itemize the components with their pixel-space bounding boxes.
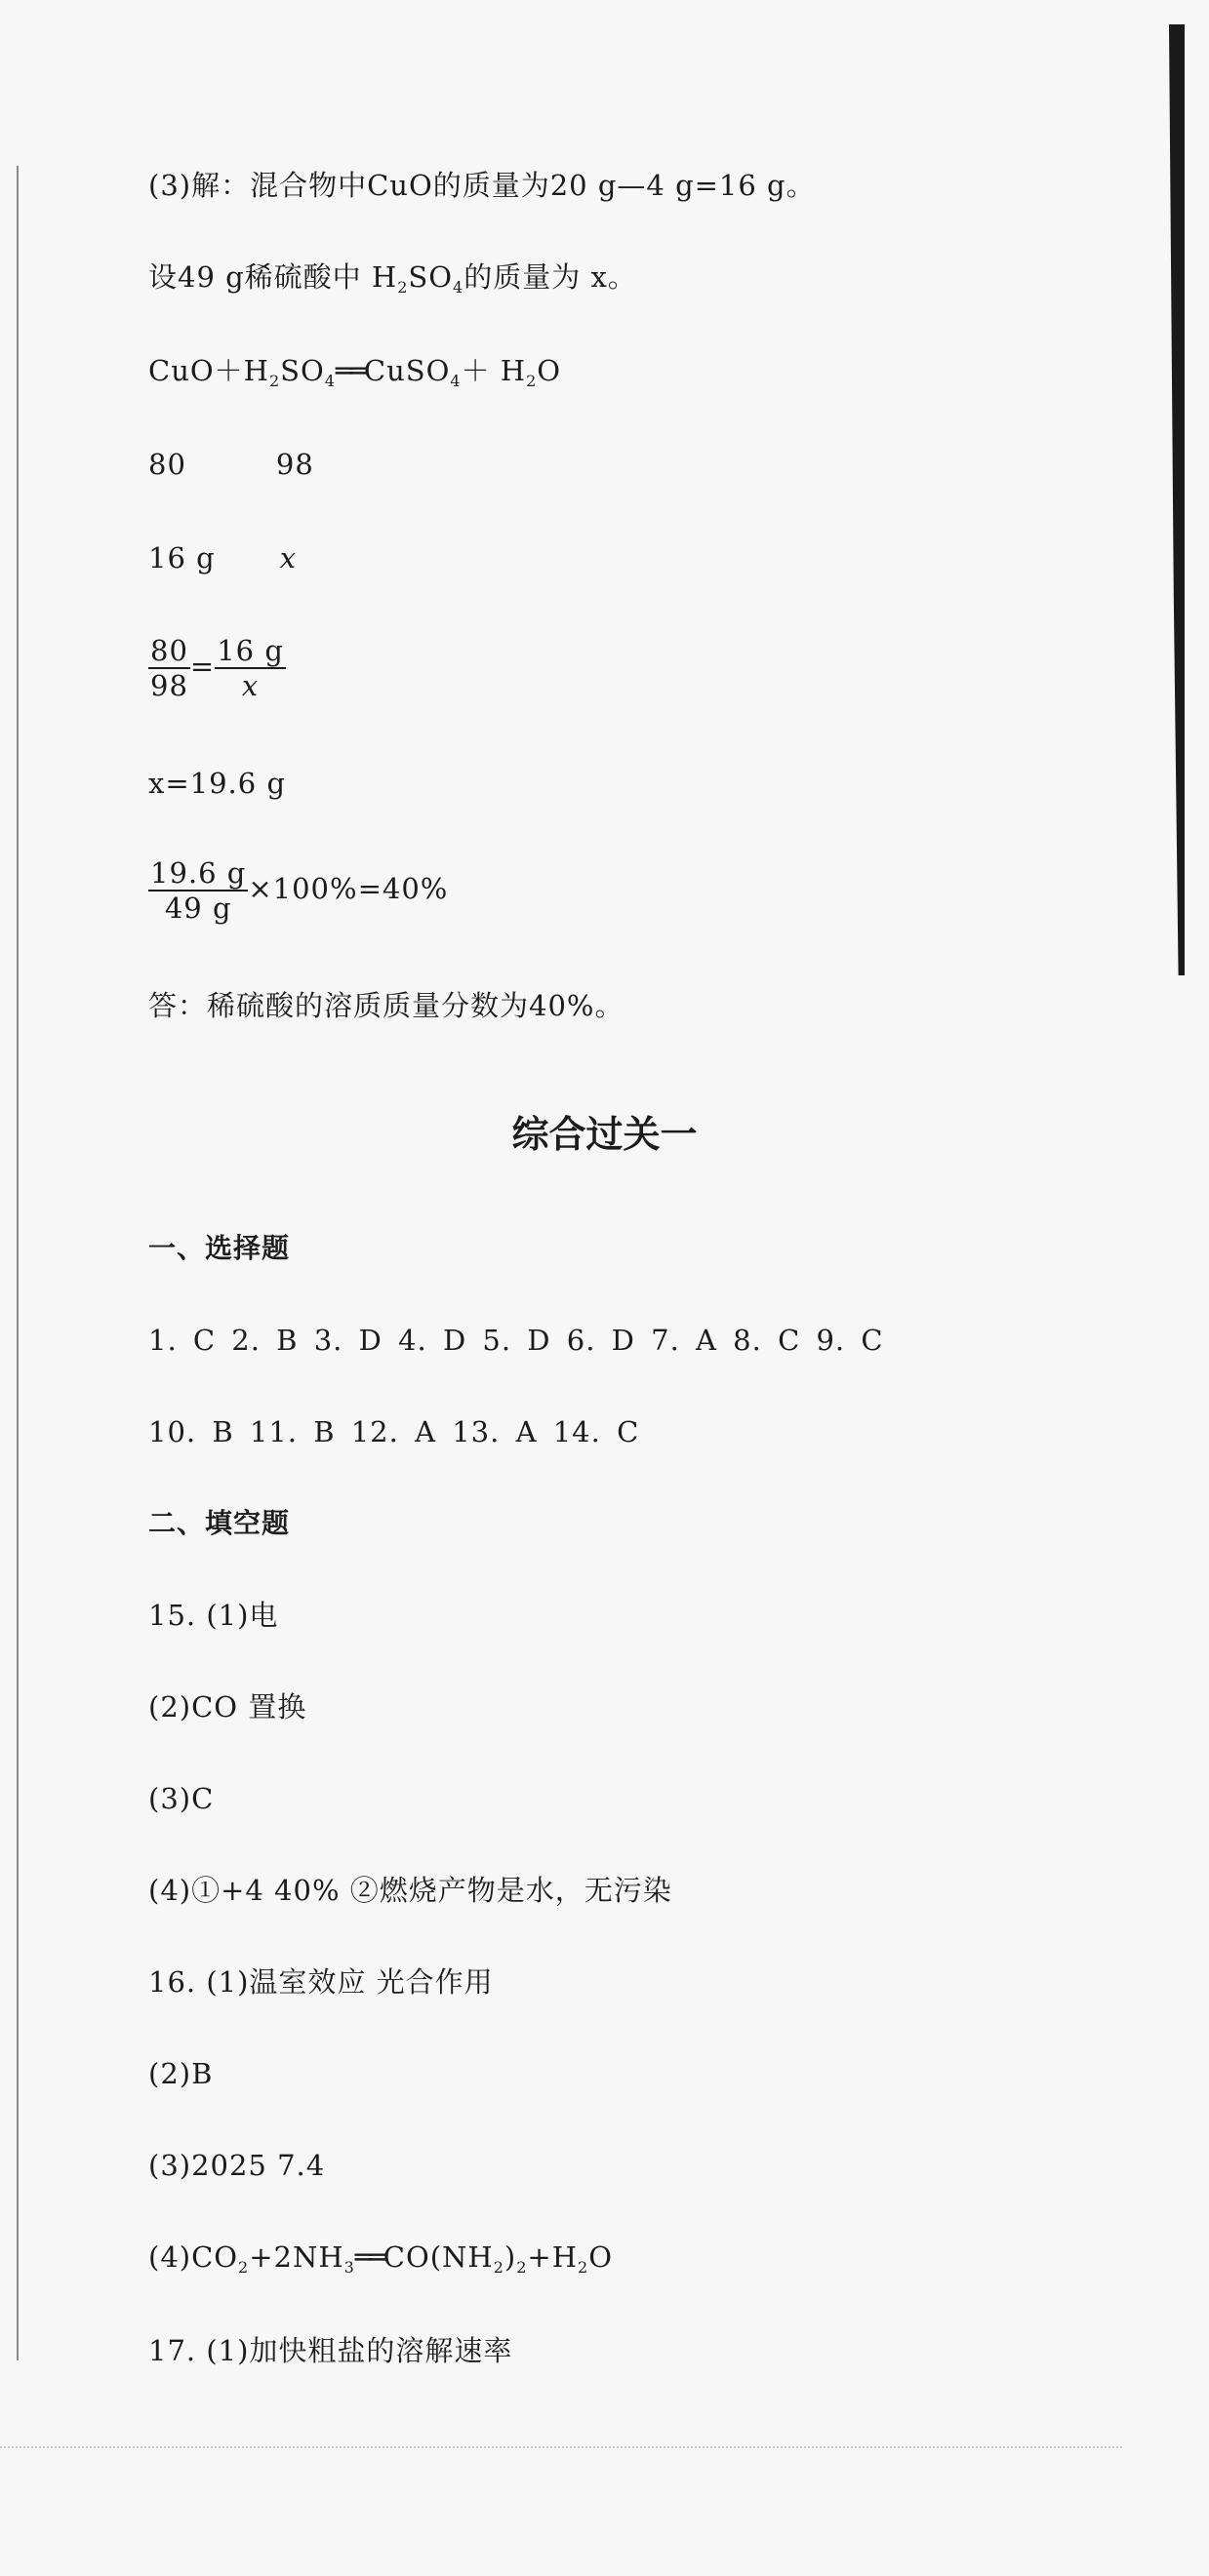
chemical-equation: $CuO+H_2SO_4══CuSO_4+ H_2O$ xyxy=(148,354,562,390)
choice-answers-row-2: 10. B 11. B 12. A 13. A 14. C xyxy=(148,1415,640,1448)
choice-answers-row-1: 1. C 2. B 3. D 4. D 5. D 6. D 7. A 8. C 9. C xyxy=(148,1324,884,1357)
fraction-80-98: $\frac{80}{98}$ xyxy=(150,634,188,702)
fraction-19.6g-49g: $\frac{19.6 g}{49 g}$ xyxy=(150,856,247,925)
page-edge-shadow xyxy=(1169,24,1185,975)
molar-mass-row: 80 98 xyxy=(148,448,314,481)
q15-part-3: (3)C xyxy=(148,1782,215,1815)
solution-step-1: (3)解：混合物中CuO的质量为20 g—4 g=16 g。 xyxy=(148,169,816,202)
percentage-calculation: $\frac{19.6 g}{49 g}$ ×100%=40% xyxy=(150,856,449,925)
x-result: x=19.6 g xyxy=(148,767,287,800)
q17-part-1: 17. (1)加快粗盐的溶解速率 xyxy=(148,2334,513,2367)
q16-part-4-equation: $(4)CO_2+2NH_3══CO(NH_2)_2+H_2O$ xyxy=(148,2240,613,2277)
q15-part-1: 15. (1)电 xyxy=(148,1599,279,1632)
mass-row: 16 g x xyxy=(148,541,298,575)
q15-part-4: (4)①+4 40% ②燃烧产物是水，无污染 xyxy=(148,1874,672,1907)
section-title: 综合过关一 xyxy=(511,1113,698,1156)
q15-part-2: (2)CO 置换 xyxy=(148,1690,307,1724)
q16-part-3: (3)2025 7.4 xyxy=(148,2149,326,2182)
answer-statement: 答：稀硫酸的溶质质量分数为40%。 xyxy=(148,989,625,1022)
solution-step-2: 设49 g稀硫酸中 $H_2SO_4$的质量为 x。 xyxy=(148,260,637,297)
q16-part-1: 16. (1)温室效应 光合作用 xyxy=(148,1965,494,1999)
q16-part-2: (2)B xyxy=(148,2057,214,2090)
section-heading-fill: 二、填空题 xyxy=(148,1507,291,1539)
binding-margin-line xyxy=(17,166,19,2360)
section-heading-choice: 一、选择题 xyxy=(148,1232,291,1264)
page-bottom-divider xyxy=(0,2446,1122,2448)
fraction-16g-x: $\frac{16 g}{x}$ xyxy=(217,634,284,702)
proportion-equation: $\frac{80}{98}$ = $\frac{16 g}{x}$ xyxy=(150,634,284,702)
